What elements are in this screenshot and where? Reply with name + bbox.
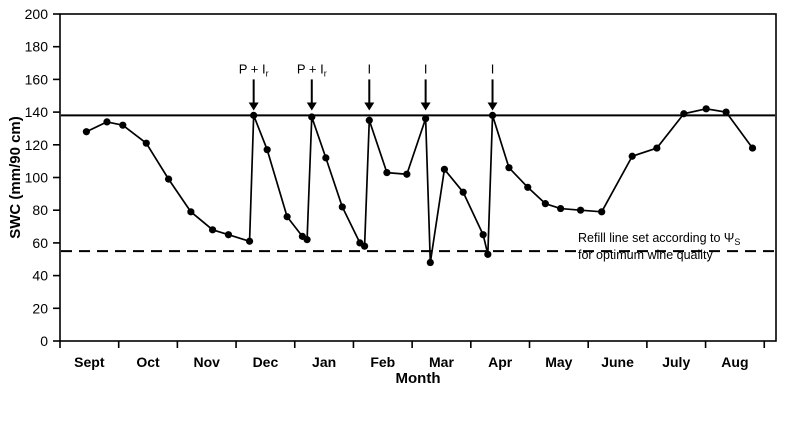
data-point-marker bbox=[83, 128, 90, 135]
data-point-marker bbox=[209, 226, 216, 233]
irrigation-event-4-label: I bbox=[423, 61, 428, 77]
x-tick-label: May bbox=[545, 354, 573, 370]
y-tick-label: 80 bbox=[32, 202, 48, 219]
data-point-marker bbox=[723, 109, 730, 116]
data-point-marker bbox=[225, 231, 232, 238]
y-tick-label: 0 bbox=[40, 333, 48, 349]
data-point-marker bbox=[505, 164, 512, 171]
data-point-marker bbox=[489, 112, 496, 119]
data-point-marker bbox=[703, 105, 710, 112]
data-point-marker bbox=[119, 122, 126, 129]
irrigation-event-1-label: $P + I_r$ bbox=[238, 61, 269, 79]
irrigation-event-3-label: I bbox=[367, 61, 372, 77]
data-point-marker bbox=[422, 115, 429, 122]
y-tick-label: 40 bbox=[32, 267, 48, 284]
data-point-marker bbox=[480, 231, 487, 238]
irrigation-event-5-arrow-head bbox=[488, 102, 498, 110]
y-tick-label: 60 bbox=[32, 234, 48, 251]
irrigation-event-4-arrow-head bbox=[421, 102, 431, 110]
y-tick-label: 20 bbox=[32, 300, 48, 317]
irrigation-event-1-arrow-head bbox=[249, 102, 259, 110]
data-point-marker bbox=[246, 238, 253, 245]
x-tick-label: Feb bbox=[370, 354, 396, 370]
data-point-marker bbox=[165, 176, 172, 183]
data-point-marker bbox=[143, 140, 150, 147]
data-point-marker bbox=[339, 203, 346, 210]
data-point-marker bbox=[653, 144, 660, 151]
data-point-marker bbox=[441, 166, 448, 173]
data-point-marker bbox=[427, 259, 434, 266]
data-point-marker bbox=[460, 189, 467, 196]
y-tick-label: 140 bbox=[24, 104, 48, 121]
y-tick-label: 160 bbox=[24, 71, 48, 88]
refill-line-note-line2: for optimum wine quality bbox=[578, 248, 713, 262]
x-tick-label: June bbox=[601, 354, 634, 370]
data-point-marker bbox=[484, 251, 491, 258]
data-point-marker bbox=[284, 213, 291, 220]
x-tick-label: Oct bbox=[136, 354, 160, 370]
data-point-marker bbox=[308, 113, 315, 120]
data-point-marker bbox=[303, 236, 310, 243]
data-point-marker bbox=[383, 169, 390, 176]
irrigation-event-3-arrow-head bbox=[364, 102, 374, 110]
data-point-marker bbox=[322, 154, 329, 161]
irrigation-event-2-label: $P + I_r$ bbox=[296, 61, 327, 79]
data-point-marker bbox=[524, 184, 531, 191]
y-tick-label: 180 bbox=[24, 38, 48, 55]
data-point-marker bbox=[264, 146, 271, 153]
x-tick-label: Jan bbox=[312, 354, 337, 370]
data-point-marker bbox=[542, 200, 549, 207]
data-point-marker bbox=[250, 112, 257, 119]
data-point-marker bbox=[680, 110, 687, 117]
x-tick-label: Aug bbox=[721, 354, 749, 370]
data-point-marker bbox=[557, 205, 564, 212]
x-tick-label: Apr bbox=[488, 354, 513, 370]
data-point-marker bbox=[629, 153, 636, 160]
x-tick-label: Dec bbox=[252, 354, 279, 370]
data-point-marker bbox=[366, 117, 373, 124]
x-tick-label: Nov bbox=[193, 354, 220, 370]
x-axis-title: Month bbox=[395, 370, 441, 387]
x-tick-label: Mar bbox=[429, 354, 454, 370]
data-point-marker bbox=[187, 208, 194, 215]
y-tick-label: 200 bbox=[24, 6, 48, 22]
y-axis-title: SWC (mm/90 cm) bbox=[7, 116, 24, 239]
y-tick-label: 120 bbox=[24, 136, 48, 153]
data-point-marker bbox=[361, 243, 368, 250]
irrigation-event-2-arrow-head bbox=[307, 102, 317, 110]
irrigation-event-5-label: I bbox=[490, 61, 495, 77]
refill-line-note-line1: Refill line set according to $\Psi_S$ bbox=[578, 231, 741, 247]
y-tick-label: 100 bbox=[24, 169, 48, 186]
data-point-marker bbox=[103, 118, 110, 125]
data-point-marker bbox=[749, 144, 756, 151]
data-point-marker bbox=[403, 171, 410, 178]
data-point-marker bbox=[577, 207, 584, 214]
data-point-marker bbox=[598, 208, 605, 215]
x-tick-label: July bbox=[662, 354, 691, 370]
x-tick-label: Sept bbox=[74, 354, 105, 370]
